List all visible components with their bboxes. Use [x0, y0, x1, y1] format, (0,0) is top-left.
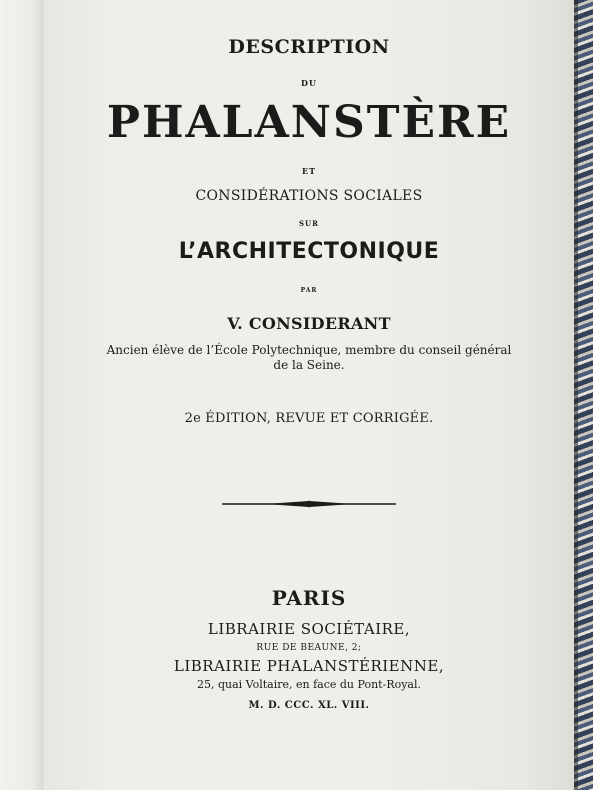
imprint-publisher-2: LIBRAIRIE PHALANSTÉRIENNE,	[173, 657, 445, 675]
marbled-binding-edge	[574, 0, 593, 790]
imprint-publisher-1: LIBRAIRIE SOCIÉTAIRE,	[207, 620, 411, 638]
connector-du: DU	[301, 78, 317, 88]
imprint-address-1: RUE DE BEAUNE, 2;	[256, 643, 362, 653]
main-title: PHALANSTÈRE	[106, 97, 512, 148]
left-facing-page-edge	[0, 0, 44, 790]
connector-et: ET	[301, 166, 317, 176]
subtitle-architectonique: L’ARCHITECTONIQUE	[178, 239, 440, 264]
author-name: V. CONSIDERANT	[227, 314, 391, 333]
connector-par: PAR	[300, 287, 318, 294]
ornamental-rule	[220, 498, 398, 510]
connector-sur: SUR	[299, 219, 319, 228]
imprint-address-2: 25, quai Voltaire, en face du Pont-Royal.	[196, 678, 422, 691]
author-affiliation-line2: de la Seine.	[273, 358, 345, 372]
subtitle-considerations: CONSIDÉRATIONS SOCIALES	[195, 188, 423, 204]
title-page	[44, 0, 574, 790]
imprint-date: M. D. CCC. XL. VIII.	[248, 700, 370, 711]
edition-statement: 2e ÉDITION, REVUE ET CORRIGÉE.	[184, 411, 434, 426]
imprint-city: PARIS	[271, 586, 347, 610]
author-affiliation-line1: Ancien élève de l’École Polytechnique, membre du conseil général	[106, 343, 512, 357]
heading-description: DESCRIPTION	[228, 36, 390, 58]
